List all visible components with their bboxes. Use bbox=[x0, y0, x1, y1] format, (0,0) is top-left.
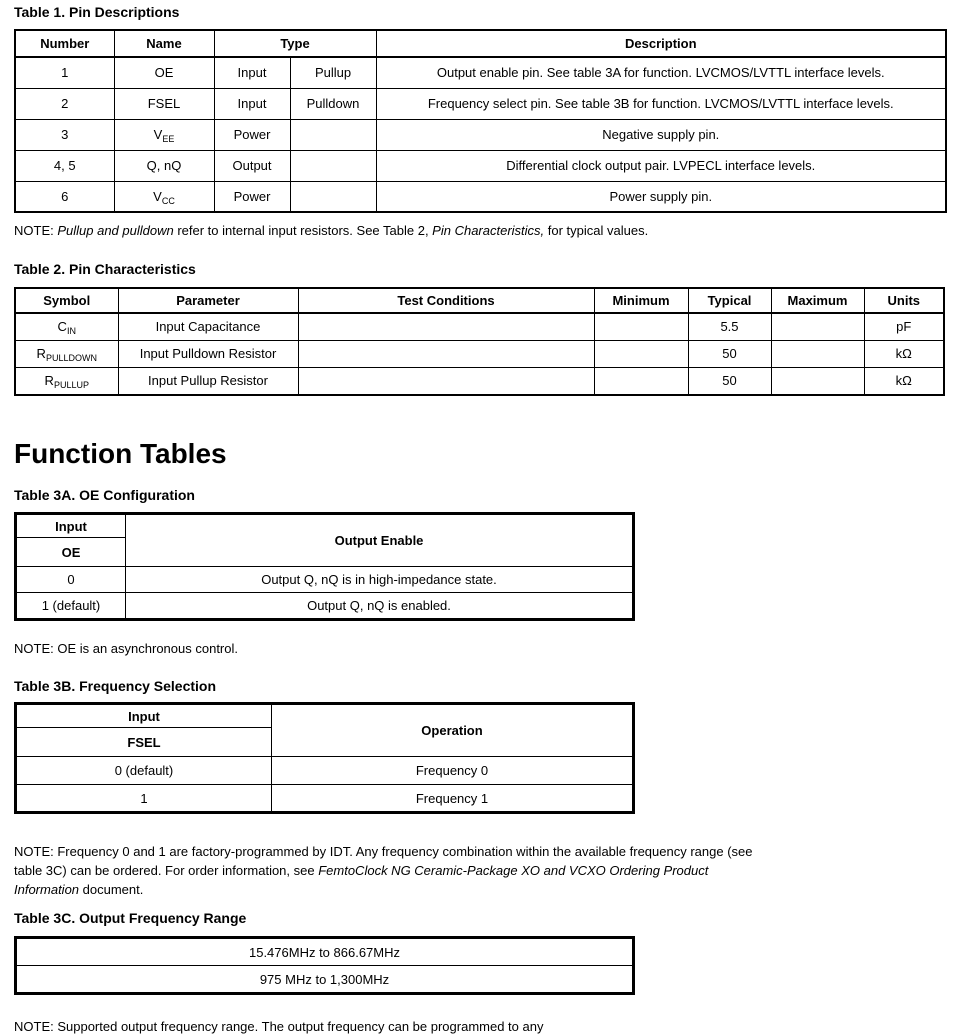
pin-name: V bbox=[153, 127, 163, 142]
table-row bbox=[15, 119, 946, 150]
table-row bbox=[15, 340, 944, 367]
test-conditions-cell bbox=[298, 367, 594, 395]
table1-header-name: Name bbox=[114, 30, 214, 57]
section-heading: Function Tables bbox=[14, 438, 227, 469]
pin-description-cell: Power supply pin. bbox=[376, 181, 946, 212]
pin-name: FSEL bbox=[147, 96, 181, 111]
pin-name: V bbox=[153, 188, 162, 204]
typical-cell: 50 bbox=[688, 367, 771, 395]
units-cell: kΩ bbox=[864, 340, 944, 367]
pin-number-cell: 4, 5 bbox=[15, 150, 114, 181]
table-row bbox=[15, 367, 944, 395]
table-row bbox=[16, 785, 634, 813]
table-row bbox=[16, 757, 634, 785]
table3b-header-input: Input bbox=[16, 704, 272, 728]
pin-name-subscript: CC bbox=[161, 195, 175, 206]
pin-number-cell: 2 bbox=[15, 88, 114, 119]
pin-description-cell: Differential clock output pair. LVPECL interface levels. bbox=[376, 150, 946, 181]
minimum-cell bbox=[594, 367, 688, 395]
maximum-cell bbox=[771, 340, 864, 367]
table3a-note: NOTE: OE is an asynchronous control. bbox=[14, 641, 238, 656]
table-row bbox=[15, 313, 944, 340]
table2-header-row bbox=[15, 288, 944, 313]
table2-title: Table 2. Pin Characteristics bbox=[14, 261, 196, 277]
oe-input-cell: 0 bbox=[16, 567, 126, 593]
table2-header-symbol: Symbol bbox=[15, 288, 118, 313]
table3c-title: Table 3C. Output Frequency Range bbox=[14, 910, 247, 926]
units-cell: pF bbox=[864, 313, 944, 340]
pin-name-cell bbox=[114, 57, 214, 88]
minimum-cell bbox=[594, 313, 688, 340]
symbol: R bbox=[44, 373, 54, 389]
minimum-cell bbox=[594, 340, 688, 367]
table3b-note bbox=[14, 842, 766, 899]
fsel-operation-cell: Frequency 1 bbox=[272, 785, 634, 813]
table3c-note: NOTE: Supported output frequency range. The output frequency can be programmed to any bbox=[14, 1019, 544, 1034]
test-conditions-cell bbox=[298, 340, 594, 367]
typical-cell: 50 bbox=[688, 340, 771, 367]
pin-type-cell: Power bbox=[214, 119, 290, 150]
oe-operation-cell: Output Q, nQ is enabled. bbox=[126, 593, 634, 620]
table2-header-parameter: Parameter bbox=[118, 288, 298, 313]
symbol: R bbox=[36, 346, 46, 361]
note-text-italic: Pin Characteristics, bbox=[432, 223, 545, 238]
parameter-cell: Input Pulldown Resistor bbox=[118, 340, 298, 367]
pin-description-cell: Output enable pin. See table 3A for function. LVCMOS/LVTTL interface levels. bbox=[376, 57, 946, 88]
symbol-cell bbox=[15, 367, 118, 395]
symbol-subscript: IN bbox=[66, 326, 76, 337]
note-text-italic: Pullup and pulldown bbox=[57, 223, 174, 238]
frequency-range-cell: 15.476MHz to 866.67MHz bbox=[16, 938, 634, 966]
table3b-header-operation: Operation bbox=[272, 704, 634, 757]
note-text-italic: FemtoClock NG Ceramic-Package XO and VCXO Ordering Product Information bbox=[14, 863, 709, 897]
table-row bbox=[16, 593, 634, 620]
table1-header-number: Number bbox=[15, 30, 114, 57]
table-row bbox=[16, 567, 634, 593]
pin-type-cell: Power bbox=[214, 181, 290, 212]
test-conditions-cell bbox=[298, 313, 594, 340]
output-frequency-range-table bbox=[14, 936, 635, 995]
symbol-cell bbox=[15, 340, 118, 367]
frequency-selection-table bbox=[14, 702, 635, 814]
oe-input-cell: 1 (default) bbox=[16, 593, 126, 620]
table1-header-description: Description bbox=[376, 30, 946, 57]
pin-name: OE bbox=[154, 65, 174, 81]
pin-number-cell: 6 bbox=[15, 181, 114, 212]
note-text: NOTE: bbox=[14, 223, 58, 238]
table1-header-type: Type bbox=[214, 30, 376, 57]
table-row bbox=[15, 88, 946, 119]
table3a-header-oe: OE bbox=[16, 538, 126, 567]
oe-configuration-table bbox=[14, 512, 635, 621]
symbol-subscript: PULLDOWN bbox=[45, 353, 97, 363]
table2-header-units: Units bbox=[864, 288, 944, 313]
pin-resistor-cell bbox=[290, 150, 376, 181]
pin-type-cell: Output bbox=[214, 150, 290, 181]
note-text: for typical values. bbox=[544, 223, 649, 238]
table2-header-test-conditions: Test Conditions bbox=[298, 288, 594, 313]
parameter-cell: Input Capacitance bbox=[118, 313, 298, 340]
symbol-cell bbox=[15, 313, 118, 340]
pin-description-cell: Frequency select pin. See table 3B for function. LVCMOS/LVTTL interface levels. bbox=[376, 88, 946, 119]
table-row bbox=[15, 57, 946, 88]
table2-header-minimum: Minimum bbox=[594, 288, 688, 313]
note-text: NOTE: Frequency 0 and 1 are factory-programmed by IDT. Any frequency combination within the available frequency range (see table 3C) can be ordered. For order information, see bbox=[14, 844, 753, 878]
table3a-header-output-enable: Output Enable bbox=[126, 514, 634, 567]
maximum-cell bbox=[771, 367, 864, 395]
table1-header-row bbox=[15, 30, 946, 57]
pin-characteristics-table bbox=[14, 287, 945, 396]
note-text: refer to internal input resistors. See Table 2, bbox=[173, 223, 433, 238]
pin-name-cell bbox=[114, 181, 214, 212]
oe-operation-cell: Output Q, nQ is in high-impedance state. bbox=[126, 567, 634, 593]
typical-cell: 5.5 bbox=[688, 313, 771, 340]
table1-title: Table 1. Pin Descriptions bbox=[14, 4, 180, 20]
pin-resistor-cell bbox=[290, 181, 376, 212]
pin-name-cell bbox=[114, 88, 214, 119]
pin-type-cell: Input bbox=[214, 57, 290, 88]
pin-name: Q, nQ bbox=[146, 158, 182, 173]
table3b-header-row-1 bbox=[16, 704, 634, 728]
pin-resistor-cell bbox=[290, 119, 376, 150]
fsel-operation-cell: Frequency 0 bbox=[272, 757, 634, 785]
pin-name-subscript: EE bbox=[162, 134, 175, 144]
pin-resistor-cell: Pulldown bbox=[290, 88, 376, 119]
note-text: document. bbox=[79, 882, 144, 897]
table-row bbox=[15, 181, 946, 212]
table-row bbox=[16, 966, 634, 994]
table2-header-maximum: Maximum bbox=[771, 288, 864, 313]
table3a-header-row-1 bbox=[16, 514, 634, 538]
table-row bbox=[16, 938, 634, 966]
pin-name-cell bbox=[114, 119, 214, 150]
frequency-range-cell: 975 MHz to 1,300MHz bbox=[16, 966, 634, 994]
fsel-input-cell: 1 bbox=[16, 785, 272, 813]
table3b-title: Table 3B. Frequency Selection bbox=[14, 678, 217, 694]
maximum-cell bbox=[771, 313, 864, 340]
pin-number-cell: 1 bbox=[15, 57, 114, 88]
table3a-header-input: Input bbox=[16, 514, 126, 538]
pin-name-cell bbox=[114, 150, 214, 181]
pin-type-cell: Input bbox=[214, 88, 290, 119]
fsel-input-cell: 0 (default) bbox=[16, 757, 272, 785]
table3a-title: Table 3A. OE Configuration bbox=[14, 487, 195, 503]
pin-resistor-cell: Pullup bbox=[290, 57, 376, 88]
parameter-cell: Input Pullup Resistor bbox=[118, 367, 298, 395]
table1-note bbox=[14, 221, 949, 240]
pin-number-cell: 3 bbox=[15, 119, 114, 150]
symbol: C bbox=[57, 319, 67, 335]
pin-descriptions-table bbox=[14, 29, 947, 213]
symbol-subscript: PULLUP bbox=[53, 380, 89, 391]
table-row bbox=[15, 150, 946, 181]
table3b-header-fsel: FSEL bbox=[16, 728, 272, 757]
pin-description-cell: Negative supply pin. bbox=[376, 119, 946, 150]
table2-header-typical: Typical bbox=[688, 288, 771, 313]
units-cell: kΩ bbox=[864, 367, 944, 395]
